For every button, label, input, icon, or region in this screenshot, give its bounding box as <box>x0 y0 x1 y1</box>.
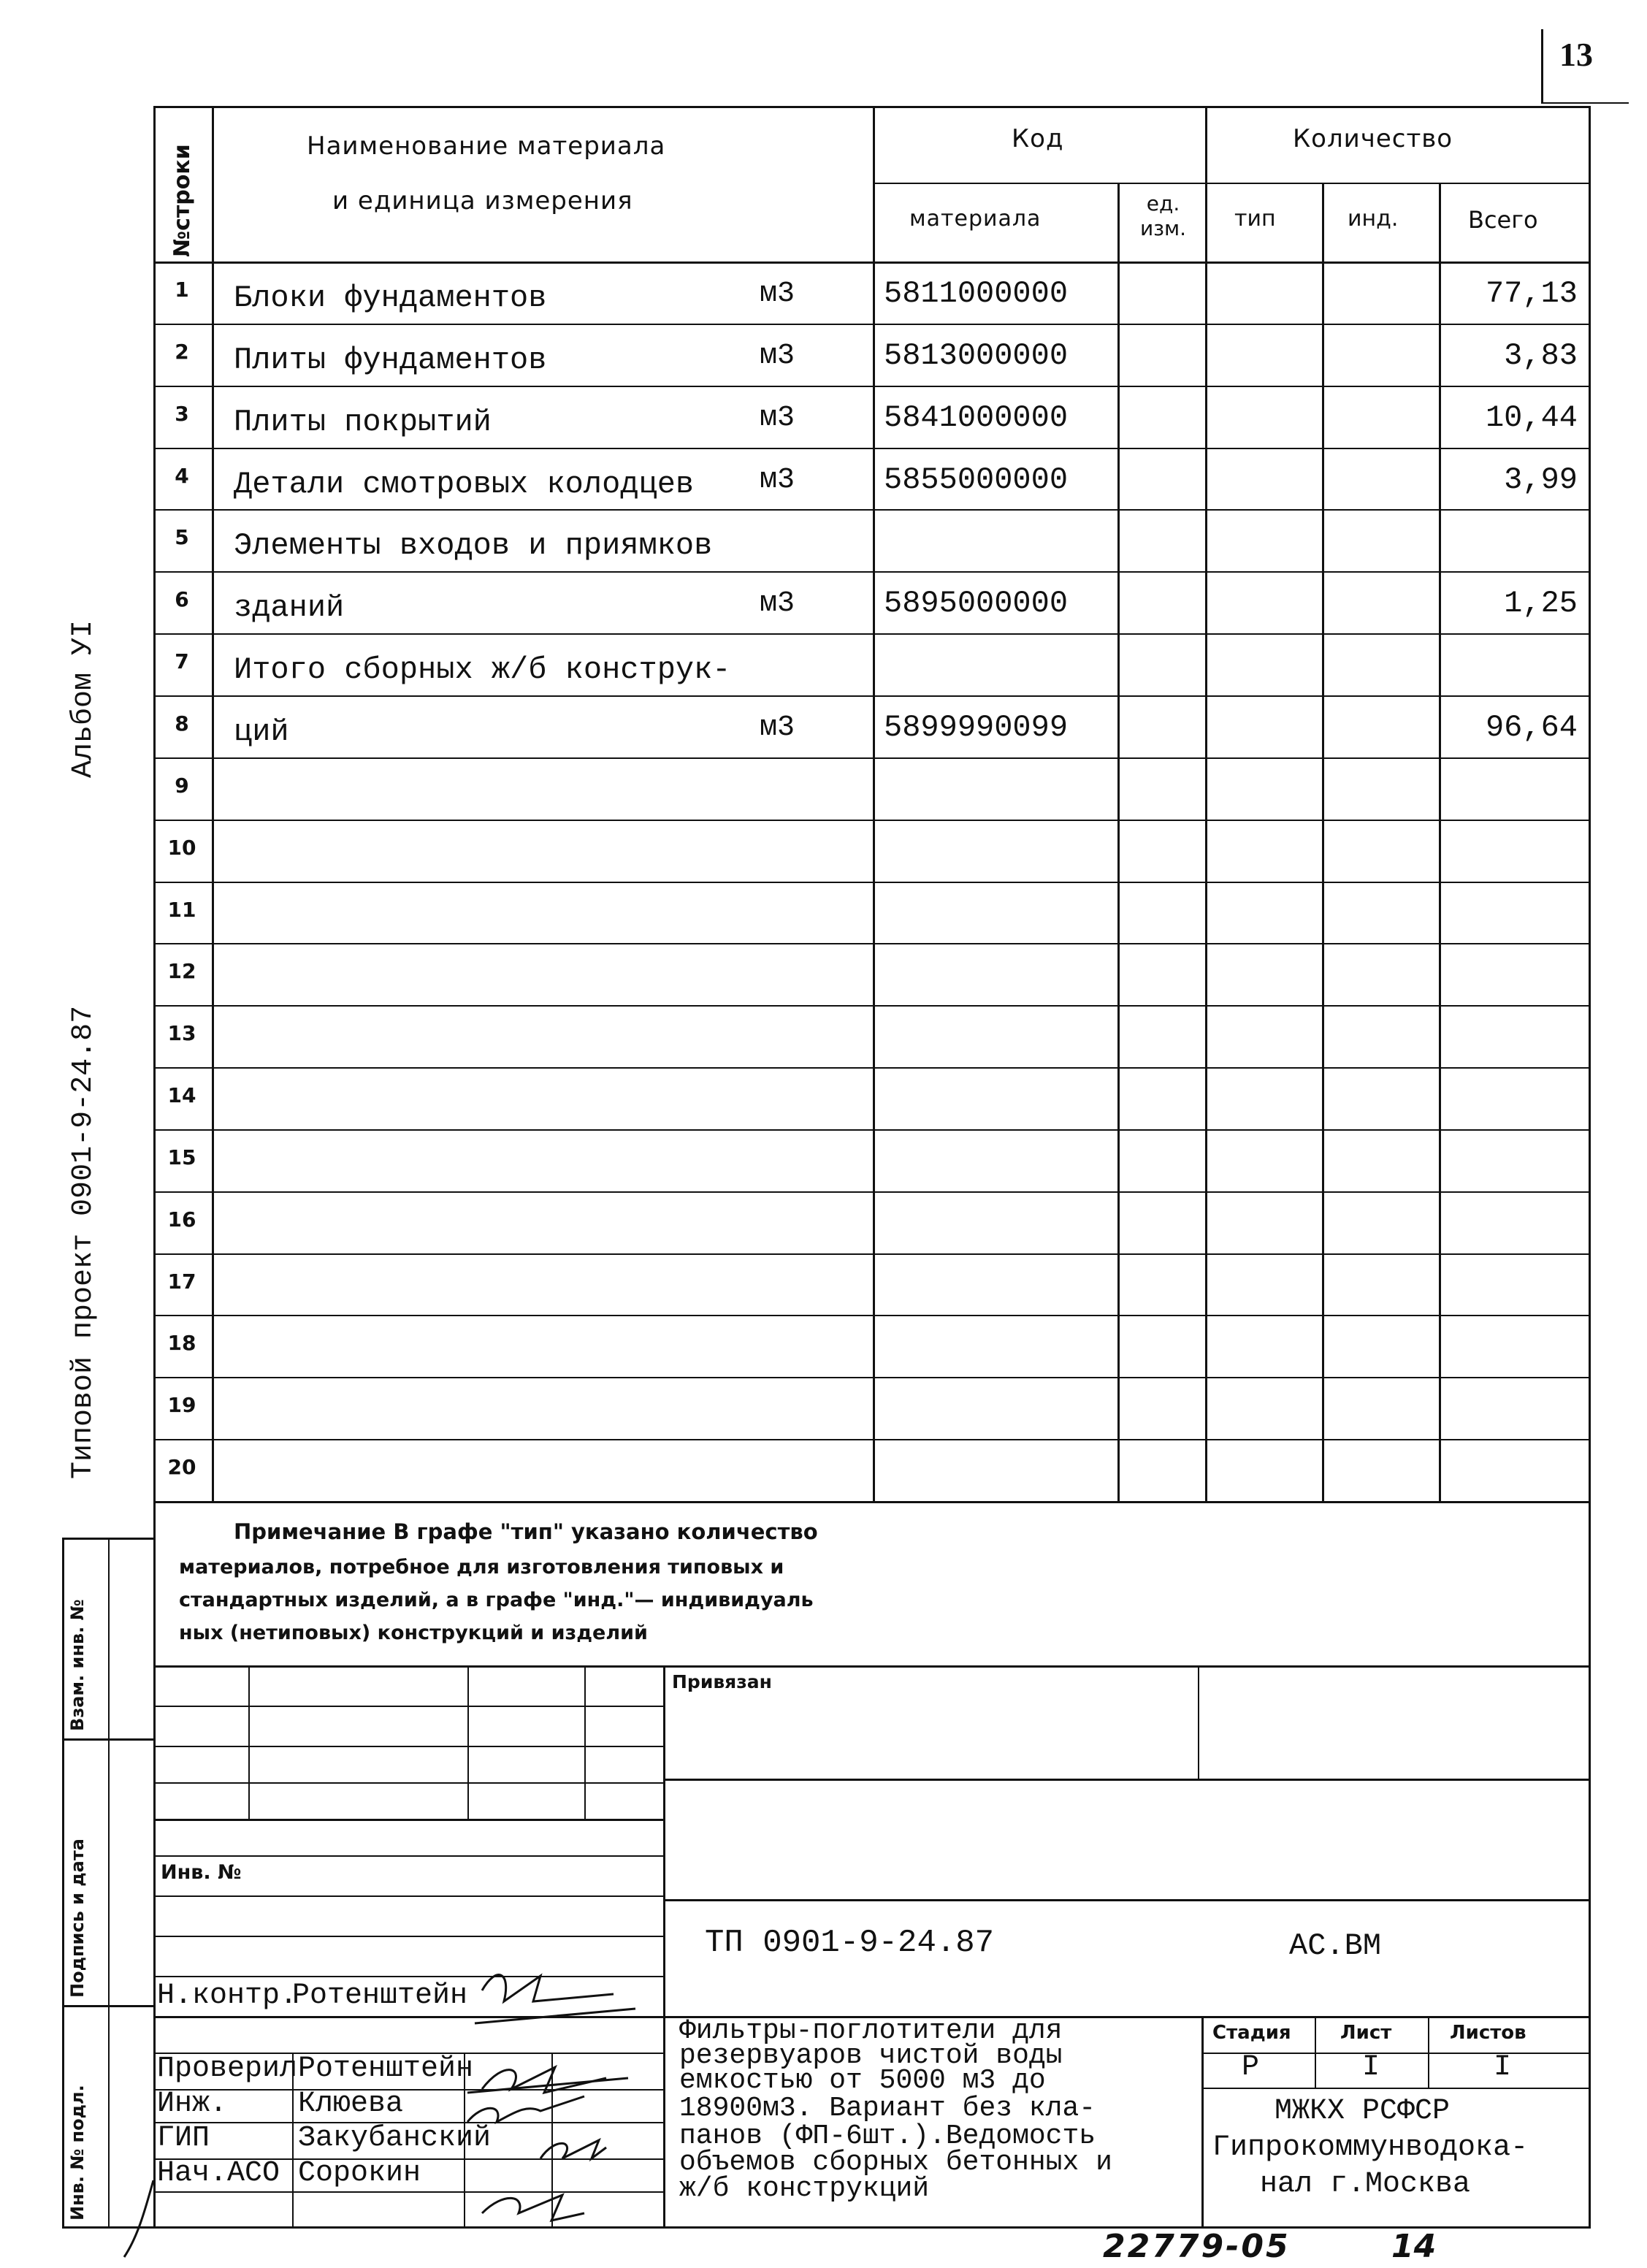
title-line: 18900м3. Вариант без кла- <box>679 2093 1096 2124</box>
material-unit: м3 <box>760 340 795 373</box>
row-number: 2 <box>175 340 189 364</box>
row-number: 10 <box>167 836 196 860</box>
material-code: 5841000000 <box>884 400 1069 435</box>
title-line: емкостью от 5000 м3 до <box>679 2065 1046 2096</box>
document-mark: АС.ВМ <box>1289 1928 1382 1963</box>
material-unit: м3 <box>760 587 795 620</box>
row-number: 15 <box>167 1145 196 1169</box>
header-code-unit: ед. изм. <box>1139 191 1187 240</box>
person-role: Н.контр. <box>157 1979 298 2012</box>
sheet-number: 13 <box>1559 36 1593 73</box>
title-line: резервуаров чистой воды <box>679 2040 1063 2072</box>
privyazan-label: Привязан <box>672 1671 772 1692</box>
quantity-total: 3,83 <box>1504 338 1578 373</box>
material-name: Блоки фундаментов <box>234 280 547 316</box>
quantity-total: 96,64 <box>1485 710 1578 745</box>
header-qty-type: тип <box>1234 206 1276 232</box>
material-name: Плиты фундаментов <box>234 343 547 378</box>
row-number: 4 <box>175 464 189 488</box>
row-number: 14 <box>167 1083 196 1107</box>
person-role: Проверил <box>157 2053 298 2085</box>
material-name: Элементы входов и приямков <box>234 528 713 563</box>
quantity-total: 1,25 <box>1504 586 1578 621</box>
sheets-label: Листов <box>1450 2022 1526 2044</box>
title-line: панов (ФП-6шт.).Ведомость <box>679 2120 1096 2152</box>
material-unit: м3 <box>760 278 795 310</box>
org-line2: Гипрокоммунводока- <box>1212 2131 1529 2164</box>
material-code: 5899990099 <box>884 710 1069 745</box>
row-number: 12 <box>167 959 196 983</box>
row-number: 3 <box>175 402 189 426</box>
title-line: ж/б конструкций <box>679 2173 930 2204</box>
sheet-value: I <box>1362 2051 1380 2084</box>
header-code-material: материала <box>909 206 1042 232</box>
row-number: 7 <box>175 649 189 673</box>
person-name: Ротенштейн <box>298 2053 474 2085</box>
row-number: 13 <box>167 1021 196 1045</box>
header-row-number: №строки <box>169 144 195 257</box>
side-inv-podl-label: Инв. № подл. <box>67 2085 88 2221</box>
stage-value: Р <box>1242 2051 1260 2084</box>
title-line: объемов сборных бетонных и <box>679 2147 1112 2178</box>
material-unit: м3 <box>760 402 795 435</box>
person-name: Клюева <box>298 2088 404 2120</box>
project-code: ТП 0901-9-24.87 <box>705 1925 995 1961</box>
quantity-total: 77,13 <box>1485 276 1578 311</box>
footer-page-number: 14 <box>1391 2228 1437 2265</box>
side-project-label: Типовой проект 0901-9-24.87 <box>67 1005 100 1479</box>
material-code: 5895000000 <box>884 586 1069 621</box>
person-role: ГИП <box>157 2122 210 2155</box>
note-line4: ных (нетиповых) конструкций и изделий <box>179 1622 648 1644</box>
header-qty-ind: инд. <box>1348 206 1399 232</box>
header-code: Код <box>1012 124 1064 153</box>
person-role: Инж. <box>157 2088 228 2120</box>
side-album-label: Альбом УI <box>67 619 100 778</box>
quantity-total: 10,44 <box>1485 400 1578 435</box>
row-number: 18 <box>167 1331 196 1355</box>
row-number: 16 <box>167 1207 196 1232</box>
header-name-line1: Наименование материала <box>307 131 666 161</box>
row-number: 9 <box>175 774 189 798</box>
side-podpis-label: Подпись и дата <box>67 1839 88 1998</box>
row-number: 19 <box>167 1393 196 1417</box>
person-name: Ротенштейн <box>292 1979 468 2012</box>
row-number: 1 <box>175 278 189 302</box>
material-name: зданий <box>234 590 345 625</box>
person-role: Нач.АСО <box>157 2157 280 2190</box>
quantity-total: 3,99 <box>1504 462 1578 497</box>
note-line2: материалов, потребное для изготовления типовых и <box>179 1556 784 1578</box>
sheet-label: Лист <box>1340 2022 1392 2044</box>
header-quantity: Количество <box>1293 124 1453 153</box>
org-line1: МЖКХ РСФСР <box>1275 2095 1451 2128</box>
note-line3: стандартных изделий, а в графе "инд."— индивидуаль <box>179 1589 814 1611</box>
material-name: ций <box>234 714 289 749</box>
material-name: Детали смотровых колодцев <box>234 467 695 502</box>
side-vzam-label: Взам. инв. № <box>67 1599 88 1731</box>
material-code: 5811000000 <box>884 276 1069 311</box>
inv-no-label: Инв. № <box>161 1861 242 1884</box>
material-unit: м3 <box>760 711 795 744</box>
material-name: Плиты покрытий <box>234 405 492 440</box>
header-name-line2: и единица измерения <box>332 186 633 215</box>
title-line: Фильтры-поглотители для <box>679 2015 1063 2047</box>
person-name: Закубанский <box>298 2122 492 2155</box>
material-code: 5855000000 <box>884 462 1069 497</box>
row-number: 6 <box>175 587 189 611</box>
material-name: Итого сборных ж/б конструк- <box>234 652 731 687</box>
note-line1: Примечание В графе "тип" указано количество <box>234 1519 818 1544</box>
org-line3: нал г.Москва <box>1260 2168 1471 2201</box>
row-number: 20 <box>167 1455 196 1479</box>
material-unit: м3 <box>760 464 795 497</box>
footer-archive-number: 22779-05 <box>1103 2228 1291 2265</box>
row-number: 17 <box>167 1269 196 1294</box>
row-number: 5 <box>175 525 189 549</box>
row-number: 8 <box>175 711 189 736</box>
header-qty-total: Всего <box>1468 206 1538 234</box>
material-code: 5813000000 <box>884 338 1069 373</box>
sheets-value: I <box>1494 2051 1512 2084</box>
row-number: 11 <box>167 898 196 922</box>
person-name: Сорокин <box>298 2157 421 2190</box>
stage-label: Стадия <box>1212 2022 1291 2044</box>
